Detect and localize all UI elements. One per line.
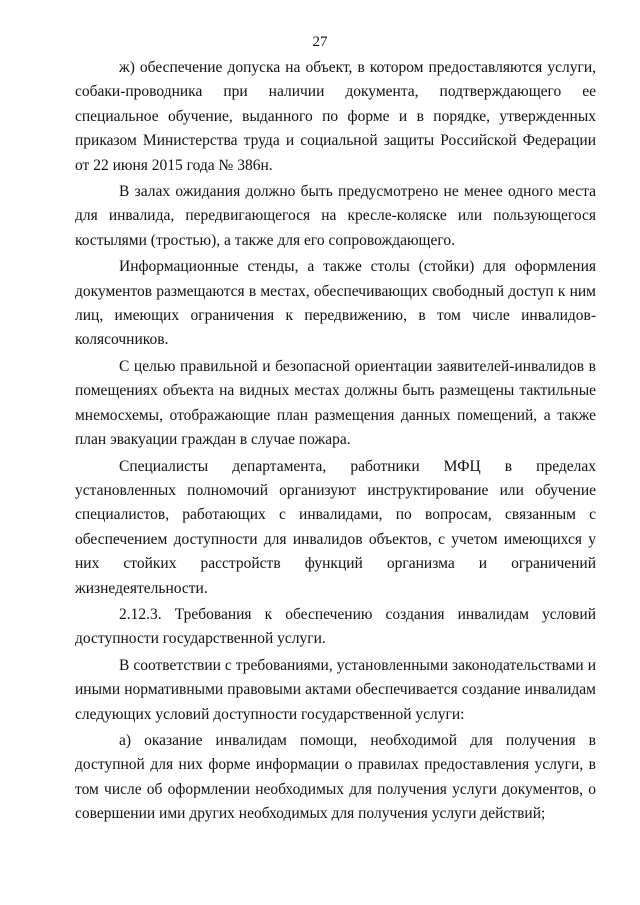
paragraph-waiting-halls: В залах ожидания должно быть предусмотрено не менее одного места для инвалида, передвигающегося на кресле-коляске или пользующегося костылями (тростью), а также для его сопровождающего.	[75, 183, 596, 249]
paragraph-requirements: В соответствии с требованиями, установленными законодательствами и иными нормативными правовыми актами обеспечивается создание инвалидам следующих условий доступности государственной услуги:	[75, 656, 596, 723]
paragraph-info-stands: Информационные стенды, а также столы (стойки) для оформления документов размещаются в местах, обеспечивающих свободный доступ к ним лиц, имеющих ограничения к передвижению, в том числе инвалидов-колясочников.	[75, 258, 596, 349]
list-item-a: а) оказание инвалидам помощи, необходимой для получения в доступной для них форме информации о правилах предоставления услуги, в том числе об оформлении необходимых для получения услуги документов, о совершении ими других необходимых для получения услуги действий;	[75, 731, 596, 823]
section-heading-2-12-3: 2.12.3. Требования к обеспечению создания инвалидам условий доступности государственной услуги.	[75, 605, 596, 648]
paragraph-guide-dog: ж) обеспечение допуска на объект, в котором предоставляются услуги, собаки-проводника при наличии документа, подтверждающего ее специальное обучение, выданного по форме и в порядке, утвержденных приказом Министерства труда и социальной защиты Российской Федерации от 22 июня 2015 года № 386н.	[75, 59, 596, 174]
page-number: 27	[312, 34, 328, 50]
document-body	[75, 56, 596, 829]
paragraph-tactile-schemes: С целью правильной и безопасной ориентации заявителей-инвалидов в помещениях объекта на видных местах должны быть размещены тактильные мнемосхемы, отображающие план размещения данных помещений, а также план эвакуации граждан в случае пожара.	[75, 357, 596, 449]
paragraph-staff-training: Специалисты департамента, работники МФЦ в пределах установленных полномочий организуют инструктирование или обучение специалистов, работающих с инвалидами, по вопросам, связанным с обеспечением доступности для инвалидов объектов, с учетом имеющихся у них стойких расстройств функций организма и ограничений жизнедеятельности.	[75, 457, 596, 597]
